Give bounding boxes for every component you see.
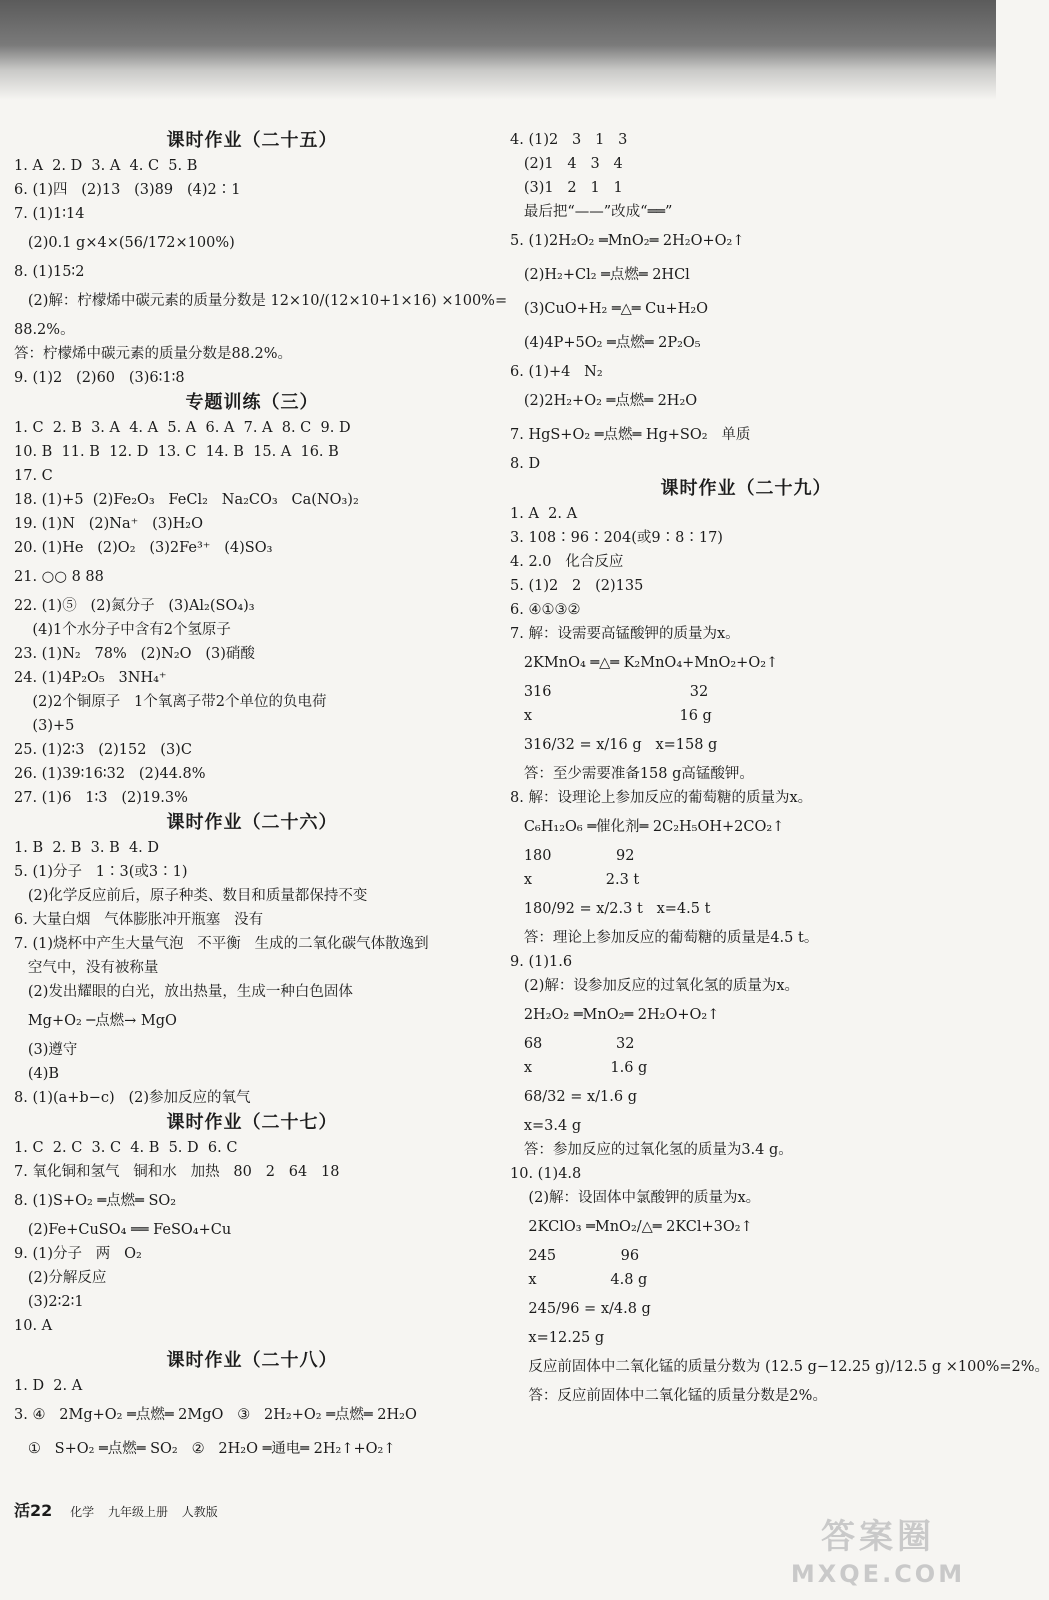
answer-line: 2H₂O₂ ═MnO₂═ 2H₂O+O₂↑	[510, 1007, 720, 1023]
answer-line: 8. (1)15∶2	[14, 264, 85, 280]
watermark-url: MXQE.COM	[790, 1560, 966, 1588]
answer-line: (2)Fe+CuSO₄ ══ FeSO₄+Cu	[14, 1222, 232, 1238]
section-heading: 课时作业（二十八）	[166, 1350, 338, 1371]
answer-line: 2KMnO₄ ═△═ K₂MnO₄+MnO₂+O₂↑	[510, 655, 779, 671]
section-heading: 课时作业（二十六）	[166, 812, 338, 833]
answer-line: (2)2个铜原子 1个氧离子带2个单位的负电荷	[14, 694, 327, 710]
answer-line: 10. (1)4.8	[510, 1166, 582, 1182]
answer-line: 7. (1)1∶14	[14, 206, 85, 222]
section-heading: 课时作业（二十五）	[166, 130, 338, 151]
answer-line: 答：反应前固体中二氧化锰的质量分数是2%。	[510, 1388, 827, 1404]
answer-line: 19. (1)N (2)Na⁺ (3)H₂O	[14, 516, 203, 532]
answer-line: 10. B 11. B 12. D 13. C 14. B 15. A 16. B	[14, 444, 339, 460]
answer-line: 68 32	[510, 1036, 635, 1052]
page-footer	[14, 1500, 228, 1522]
answer-line: 3. ④ 2Mg+O₂ ═点燃═ 2MgO ③ 2H₂+O₂ ═点燃═ 2H₂O	[14, 1407, 417, 1423]
answer-line: 21. ○○ 8 88	[14, 569, 104, 585]
section-heading: 专题训练（三）	[185, 392, 319, 413]
answer-line: 答：至少需要准备158 g高锰酸钾。	[510, 766, 754, 782]
answer-line: (4)B	[14, 1066, 60, 1082]
answer-line: (2)H₂+Cl₂ ═点燃═ 2HCl	[510, 267, 690, 283]
answer-line: 5. (1)2H₂O₂ ═MnO₂═ 2H₂O+O₂↑	[510, 233, 745, 249]
answer-line: x=3.4 g	[510, 1118, 582, 1134]
answer-line: 9. (1)2 (2)60 (3)6∶1∶8	[14, 370, 185, 386]
answer-line: 9. (1)分子 两 O₂	[14, 1246, 142, 1262]
answer-line: 1. C 2. C 3. C 4. B 5. D 6. C	[14, 1140, 238, 1156]
answer-column-right	[510, 128, 1049, 1408]
answer-line: 2KClO₃ ═MnO₂/△═ 2KCl+3O₂↑	[510, 1219, 753, 1235]
answer-line: Mg+O₂ ─点燃→ MgO	[14, 1013, 177, 1029]
answer-line: (3)CuO+H₂ ═△═ Cu+H₂O	[510, 301, 709, 317]
answer-line: 25. (1)2∶3 (2)152 (3)C	[14, 742, 192, 758]
answer-line: 8. (1)S+O₂ ═点燃═ SO₂	[14, 1193, 177, 1209]
answer-line: (3)+5	[14, 718, 75, 734]
answer-line: 316 32	[510, 684, 709, 700]
answer-line: 答：参加反应的过氧化氢的质量为3.4 g。	[510, 1142, 793, 1158]
answer-line: x 4.8 g	[510, 1272, 648, 1288]
answer-line: 8. 解：设理论上参加反应的葡萄糖的质量为x。	[510, 790, 813, 806]
answer-line: 4. (1)2 3 1 3	[510, 132, 628, 148]
answer-line: (2)发出耀眼的白光，放出热量，生成一种白色固体	[14, 984, 353, 1000]
answer-line: 7. HgS+O₂ ═点燃═ Hg+SO₂ 单质	[510, 427, 751, 443]
answer-line: 8. (1)(a+b−c) (2)参加反应的氧气	[14, 1090, 251, 1106]
answer-line: 17. C	[14, 468, 53, 484]
answer-column-left	[14, 128, 508, 1466]
answer-line: (3)1 2 1 1	[510, 180, 623, 196]
answer-line: (2)化学反应前后，原子种类、数目和质量都保持不变	[14, 888, 368, 904]
answer-line: 68/32 = x/1.6 g	[510, 1089, 637, 1105]
footer-subject: 化学	[70, 1505, 95, 1519]
answer-line: 18. (1)+5 (2)Fe₂O₃ FeCl₂ Na₂CO₃ Ca(NO₃)₂	[14, 492, 359, 508]
answer-line: x 1.6 g	[510, 1060, 648, 1076]
answer-line: 180 92	[510, 848, 635, 864]
section-heading: 课时作业（二十九）	[660, 478, 832, 499]
answer-line: 27. (1)6 1∶3 (2)19.3%	[14, 790, 188, 806]
answer-line: (3)遵守	[14, 1042, 78, 1058]
answer-line: x 16 g	[510, 708, 712, 724]
top-scan-band	[0, 0, 996, 100]
watermark-logo	[778, 1515, 978, 1595]
watermark-title: 答案圈	[821, 1517, 935, 1557]
answer-line: x 2.3 t	[510, 872, 640, 888]
answer-line: 22. (1)⑤ (2)氮分子 (3)Al₂(SO₄)₃	[14, 598, 255, 614]
answer-line: 5. (1)2 2 (2)135	[510, 578, 644, 594]
answer-line: 7. 解：设需要高锰酸钾的质量为x。	[510, 626, 740, 642]
answer-line: 6. 大量白烟 气体膨胀冲开瓶塞 没有	[14, 912, 264, 928]
answer-line: 26. (1)39∶16∶32 (2)44.8%	[14, 766, 206, 782]
answer-line: 245/96 = x/4.8 g	[510, 1301, 651, 1317]
answer-line: 1. D 2. A	[14, 1378, 83, 1394]
answer-line: 9. (1)1.6	[510, 954, 573, 970]
answer-line: (2)1 4 3 4	[510, 156, 623, 172]
answer-line: 最后把“——”改成“══”	[510, 204, 673, 220]
answer-line: 1. B 2. B 3. B 4. D	[14, 840, 160, 856]
footer-grade: 九年级上册	[107, 1505, 168, 1519]
answer-line: (2)0.1 g×4×(56/172×100%)	[14, 235, 235, 251]
answer-line: 10. A	[14, 1318, 53, 1334]
answer-line: 6. ④①③②	[510, 602, 581, 618]
answer-line: 88.2%。	[14, 322, 75, 338]
answer-line: (2)解：柠檬烯中碳元素的质量分数是 12×10/(12×10+1×16) ×100%=	[14, 293, 508, 309]
answer-line: 8. D	[510, 456, 541, 472]
answer-line: 6. (1)+4 N₂	[510, 364, 603, 380]
answer-line: 1. A 2. A	[510, 506, 578, 522]
answer-line: 空气中，没有被称量	[14, 960, 159, 976]
answer-line: x=12.25 g	[510, 1330, 605, 1346]
answer-line: 7. (1)烧杯中产生大量气泡 不平衡 生成的二氧化碳气体散逸到	[14, 936, 429, 952]
answer-line: C₆H₁₂O₆ ═催化剂═ 2C₂H₅OH+2CO₂↑	[510, 819, 785, 835]
answer-line: 24. (1)4P₂O₅ 3NH₄⁺	[14, 670, 167, 686]
answer-line: 答：柠檬烯中碳元素的质量分数是88.2%。	[14, 346, 293, 362]
answer-line: (4)4P+5O₂ ═点燃═ 2P₂O₅	[510, 335, 701, 351]
answer-line: (3)2∶2∶1	[14, 1294, 84, 1310]
section-heading: 课时作业（二十七）	[166, 1112, 338, 1133]
answer-line: 316/32 = x/16 g x=158 g	[510, 737, 718, 753]
answer-line: 23. (1)N₂ 78% (2)N₂O (3)硝酸	[14, 646, 255, 662]
answer-line: (2)解：设参加反应的过氧化氢的质量为x。	[510, 978, 800, 994]
answer-line: 4. 2.0 化合反应	[510, 554, 624, 570]
answer-line: (2)解：设固体中氯酸钾的质量为x。	[510, 1190, 761, 1206]
answer-line: 1. A 2. D 3. A 4. C 5. B	[14, 158, 198, 174]
answer-line: 3. 108∶96∶204(或9∶8∶17)	[510, 530, 723, 546]
answer-line: 6. (1)四 (2)13 (3)89 (4)2∶1	[14, 182, 241, 198]
answer-line: 245 96	[510, 1248, 640, 1264]
answer-line: (4)1个水分子中含有2个氢原子	[14, 622, 231, 638]
answer-line: ① S+O₂ ═点燃═ SO₂ ② 2H₂O ═通电═ 2H₂↑+O₂↑	[14, 1441, 396, 1457]
answer-line: 5. (1)分子 1∶3(或3∶1)	[14, 864, 188, 880]
answer-line: 180/92 = x/2.3 t x=4.5 t	[510, 901, 711, 917]
answer-line: 答：理论上参加反应的葡萄糖的质量是4.5 t。	[510, 930, 819, 946]
answer-line: (2)分解反应	[14, 1270, 107, 1286]
answer-line: 反应前固体中二氧化锰的质量分数为 (12.5 g−12.25 g)/12.5 g ×100%=2%。	[510, 1359, 1049, 1375]
page-number: 活22	[14, 1501, 53, 1520]
answer-line: 1. C 2. B 3. A 4. A 5. A 6. A 7. A 8. C 9. D	[14, 420, 351, 436]
answer-line: 7. 氧化铜和氢气 铜和水 加热 80 2 64 18	[14, 1164, 340, 1180]
answer-line: 20. (1)He (2)O₂ (3)2Fe³⁺ (4)SO₃	[14, 540, 273, 556]
answer-line: (2)2H₂+O₂ ═点燃═ 2H₂O	[510, 393, 698, 409]
footer-edition: 人教版	[181, 1505, 218, 1519]
